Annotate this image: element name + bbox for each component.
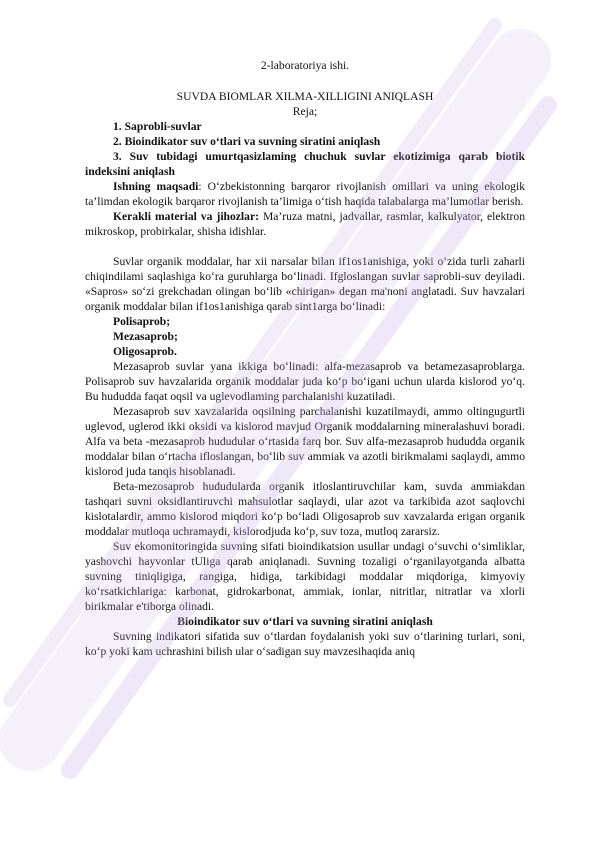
plan-label: Reja; [292, 105, 318, 118]
purpose-paragraph [85, 179, 525, 209]
document-body [85, 58, 525, 659]
materials-text: Ma’ruza matni, jadvallar, rasmlar, kalkulyator, elektron mikroskop, probirkalar, shisha idishlar. [85, 210, 525, 238]
paragraph-2: Mezasaprob suvlar yana ikkiga bo‘linadi: alfa-mezasaprob va betamezasaproblarga. Polisaprob suv havzalarida organik moddalar juda ko‘p bo‘igani uchun ularda kislorod yo‘q. Bu hududda faqat oqsil va uglevodlaming parchalanishi kuzatiladi. [85, 360, 525, 403]
plan-item-2: 2. Bioindikator suv o‘tlari va suvning siratini aniqlash [113, 135, 381, 148]
purpose-label: Ishning maqsadi [113, 180, 199, 193]
paragraph-3: Mezasaprob suv xavzalarida oqsilning parchalanishi kuzatilmaydi, ammo oltingugurtli uglevod, uglerod ikki oksidi va kislorod mavjud Organik moddalarning mineralashuvi boradi. Alfa va beta -mezasaprob hududular o‘rtasida farq bor. Suv alfa-mezasaprob hududda organik moddalar bilan o‘rtacha ifloslangan, bo‘lib suv ammiak va azotli birikmalami saqlaydi, ammo kislorod juda tanqis hisoblanadi. [85, 405, 525, 478]
type-polisaprob: Polisaprob; [113, 315, 171, 328]
plan-item-1: 1. Saprobli-suvlar [113, 120, 202, 133]
type-mezasaprob: Mezasaprob; [113, 330, 178, 343]
lab-title: 2-laboratoriya ishi. [260, 59, 350, 72]
type-oligosaprob: Oligosaprob. [113, 345, 177, 358]
main-title: SUVDA BIOMLAR XILMA-XILLIGINI ANIQLASH [176, 90, 434, 103]
section-2-title: Bioindikator suv o‘tlari va suvning siratini aniqlash [177, 615, 433, 628]
materials-paragraph [85, 209, 525, 239]
paragraph-4: Beta-mezosaprob hududularda organik itloslantiruvchilar kam, suvda ammiakdan tashqari suvni oksidlantiruvchi mahsulotlar saqlaydi, ular azot va tarkibida azot saqlovchi kislotalardir, ammo kislorod miqdori ko‘p bo‘ladi Oligosaprob suv xavzalarda erigan organik moddalar mutloqa uchramaydi, kislorodjuda ko‘p, suv toza, mutloq zararsiz. [85, 480, 525, 538]
paragraph-1: Suvlar organik moddalar, har xii narsalar bilan if1os1anishiga, yoki o‘zida turli zaharli chiqindilami saqlashiga ko‘ra guruhlarga bo‘linadi. Ifgloslangan suvlar saprobli-suv deyiladi. «Sapros» so‘zi grekchadan olingan bo‘lib «chirigan» degan ma'noni anglatadi. Suv havzalari organik moddalar bilan if1os1anishiga qarab sint1arga bo‘linadi: [85, 255, 525, 313]
purpose-text: : O‘zbekistonning barqaror rivojlanish omillari va uning ekologik ta’limdan ekologik barqaror rivojlanish ta’limiga o‘tish haqida talabalarga ma’lumotlar berish. [85, 180, 525, 208]
materials-label: Kerakli material va jihozlar: [113, 210, 259, 223]
plan-item-3: 3. Suv tubidagi umurtqasizlaming chuchuk suvlar ekotizimiga qarab biotik indeksini aniqlash [85, 150, 525, 178]
paragraph-5: Suv ekomonitoringida suvning sifati bioindikatsion usullar undagi o‘suvchi o‘simliklar, yashovchi hayvonlar tUliga qarab aniqlanadi. Suvning tozaligi o‘rganilayotganda albatta suvning tiniqligiga, rangiga, hidiga, tarkibidagi moddalar miqdoriga, kimyoviy ko‘rsatkichlariga: karbonat, gidrokarbonat, ammiak, ionlar, nitritlar, nitratlar va xlorli birikmalar e'tiborga olinadi. [85, 540, 525, 613]
paragraph-6: Suvning indikatori sifatida suv o‘tlardan foydalanish yoki suv o‘tlarining turlari, soni, ko‘p yoki kam uchrashini bilish ular o‘sadigan suy mavzesihaqida aniq [85, 630, 525, 658]
